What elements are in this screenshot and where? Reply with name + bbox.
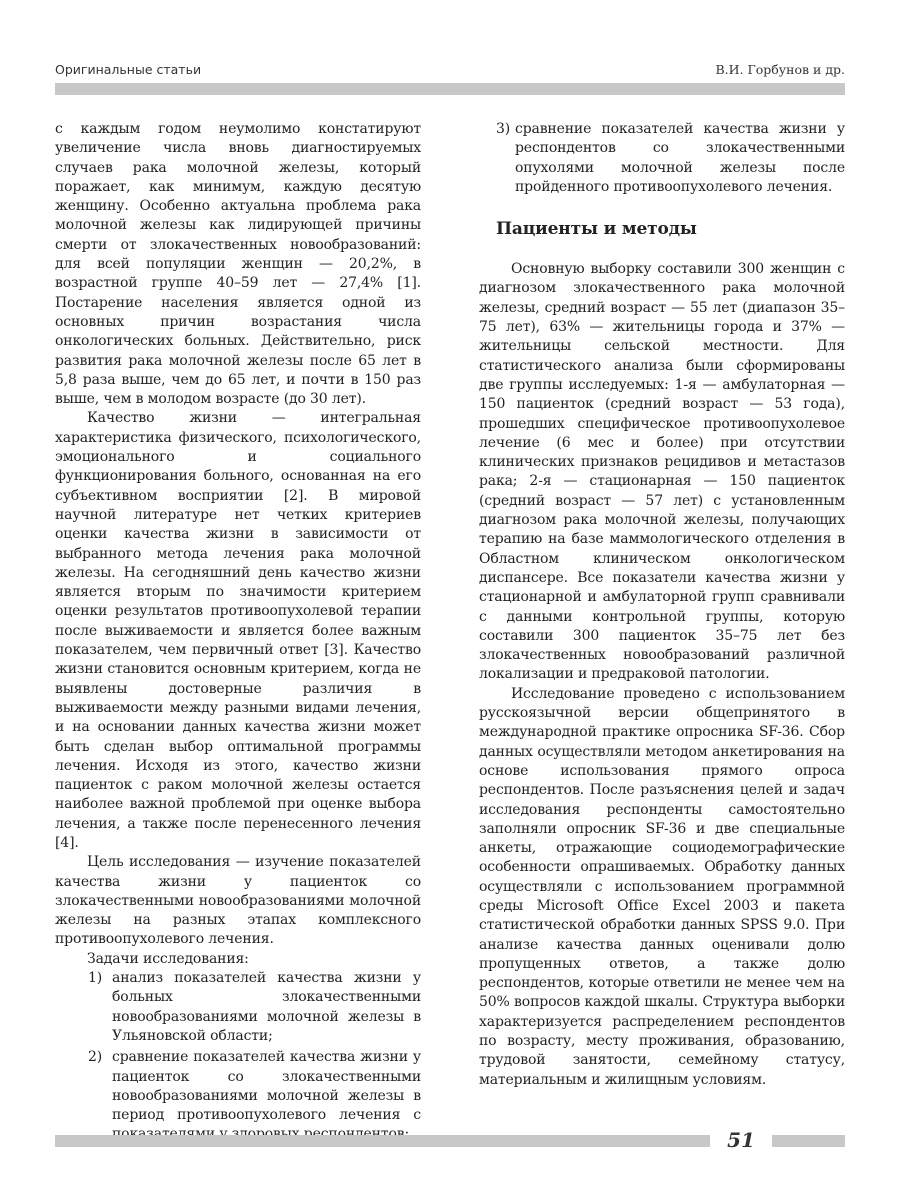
header-authors: В.И. Горбунов и др. [715,62,845,77]
list-item-text: сравнение показателей качества жизни у пациенток со злокачественными новообразованиями молочной железы в период противоопухолевого лечения с [112,1049,421,1124]
paragraph: с каждым годом неумолимо констатируют увеличение числа вновь диагностируемых случаев рака молочной железы, который поражает, как минимум, каждую десятую женщину. Особенно актуальна проблема рака молочной железы как лидирующей причины смерти от злокачественных новообразований: для всей популяции женщин — 20,2%, в возрастной группе 40–59 лет — 27,4% [1]. Постарение населения является одной из основных причин возрастания числа онкологических больных. Действительно, риск развития рака молочной железы после 65 лет в 5,8 раза выше, чем до 65 лет, и почти в 150 раз выше, чем в молодом возрасте (до 30 лет). [55,121,421,408]
paragraph: Цель исследования — изучение показателей качества жизни у пациенток со злокачественными новообразованиями молочной железы на разных этапах комплексного противоопухолевого лечения. [55,854,421,948]
section-heading: Пациенты и методы [496,219,697,240]
page-number: 51 [727,1128,755,1152]
running-header [55,62,845,82]
list-item-number: 2) [88,1049,103,1066]
paragraph: Основную выборку составили 300 женщин с диагнозом злокачественного рака молочной железы, средний возраст — 55 лет (диапазон 35–75 лет), 63% — жительницы города и 37% — жительницы сельской местности. Для статистического анализа были сформированы две группы исследуемых: 1-я — амбулаторная — 150 пациенток (средний возраст — 53 года), прошедших специфическое противоопухолевое лечение (6 мес и более) при отсутствии клинических признаков рецидивов и метастазов рака; 2-я — стационарная — 150 пациенток (средний возраст — 57 лет) с установленным диагнозом рака молочной железы, получающих терапию на базе маммологического отделения в Областном клиническом онкологическом диспансере. Все показатели качества жизни у стационарной и амбулаторной групп сравнивали с данными контрольной группы, которую составили 300 пациенток 35–75 лет без злокачественных новообразований различной локализации и предраковой патологии. [479,261,845,683]
paragraph: Исследование проведено с использованием русскоязычной версии общепринятого в международной практике опросника SF-36. Сбор данных осуществляли методом анкетирования на основе использования прямого опроса респондентов. После разъяснения целей и задач исследования респонденты самостоятельно заполняли опросник SF-36 и две специальные анкеты, отражающие социодемографические особенности опрашиваемых. Обработку данных осуществляли с использованием программной среды Microsoft Office Excel 2003 и пакета статистической обработки данных SPSS 9.0. При анализе качества данных оценивали долю пропущенных ответов, а также долю респондентов, которые ответили не менее чем на 50% вопросов каждой шкалы. Структура выборки характеризуется распределением респондентов по возрасту, месту проживания, образованию, трудовой занятости, семейному статусу, материальным и жилищным условиям. [479,685,845,1088]
footer-rule-right [772,1135,845,1147]
list-item-text: сравнение показателей качества жизни у респондентов со злокачественными опухолями молочной железы после пройденного противоопухолевого лечения. [515,121,845,195]
tasks-list-continued [479,120,845,197]
list-item-number: 3) [496,121,511,137]
list-item [479,120,845,197]
list-item [55,969,421,1046]
paragraph: Качество жизни — интегральная характеристика физического, психологического, эмоционального и социального функционирования больного, основанная на его субъективном восприятии [2]. В мировой научной литературе нет четких критериев оценки качества жизни в зависимости от выбранного метода лечения рака молочной железы. На сегодняшний день качество жизни является вторым по значимости критерием оценки результатов противоопухолевой терапии после выживаемости и является более важным показателем, чем первичный ответ [3]. Качество жизни становится основным критерием, когда не выявлены достоверные различия в выживаемости между разными видами лечения, и на основании данных качества жизни может быть сделан выбор оптимальной программы лечения. Исходя из этого, качество жизни пациенток с раком молочной железы остается наиболее важной проблемой при оценке выбора лечения, а также после перенесенного лечения [4]. [55,410,421,851]
header-rule [55,83,845,95]
left-column [55,120,421,1147]
list-item-number: 1) [88,970,103,987]
right-column [479,120,845,1090]
tasks-label: Задачи исследования: [87,950,249,967]
list-item-text: анализ показателей качества жизни у больных злокачественными новообразованиями молочной железы в Ульяновской области; [112,970,421,1044]
tasks-list [55,969,421,1145]
footer-rule-left [55,1135,710,1147]
header-section-name: Оригинальные статьи [55,62,202,77]
list-item [55,1048,421,1144]
